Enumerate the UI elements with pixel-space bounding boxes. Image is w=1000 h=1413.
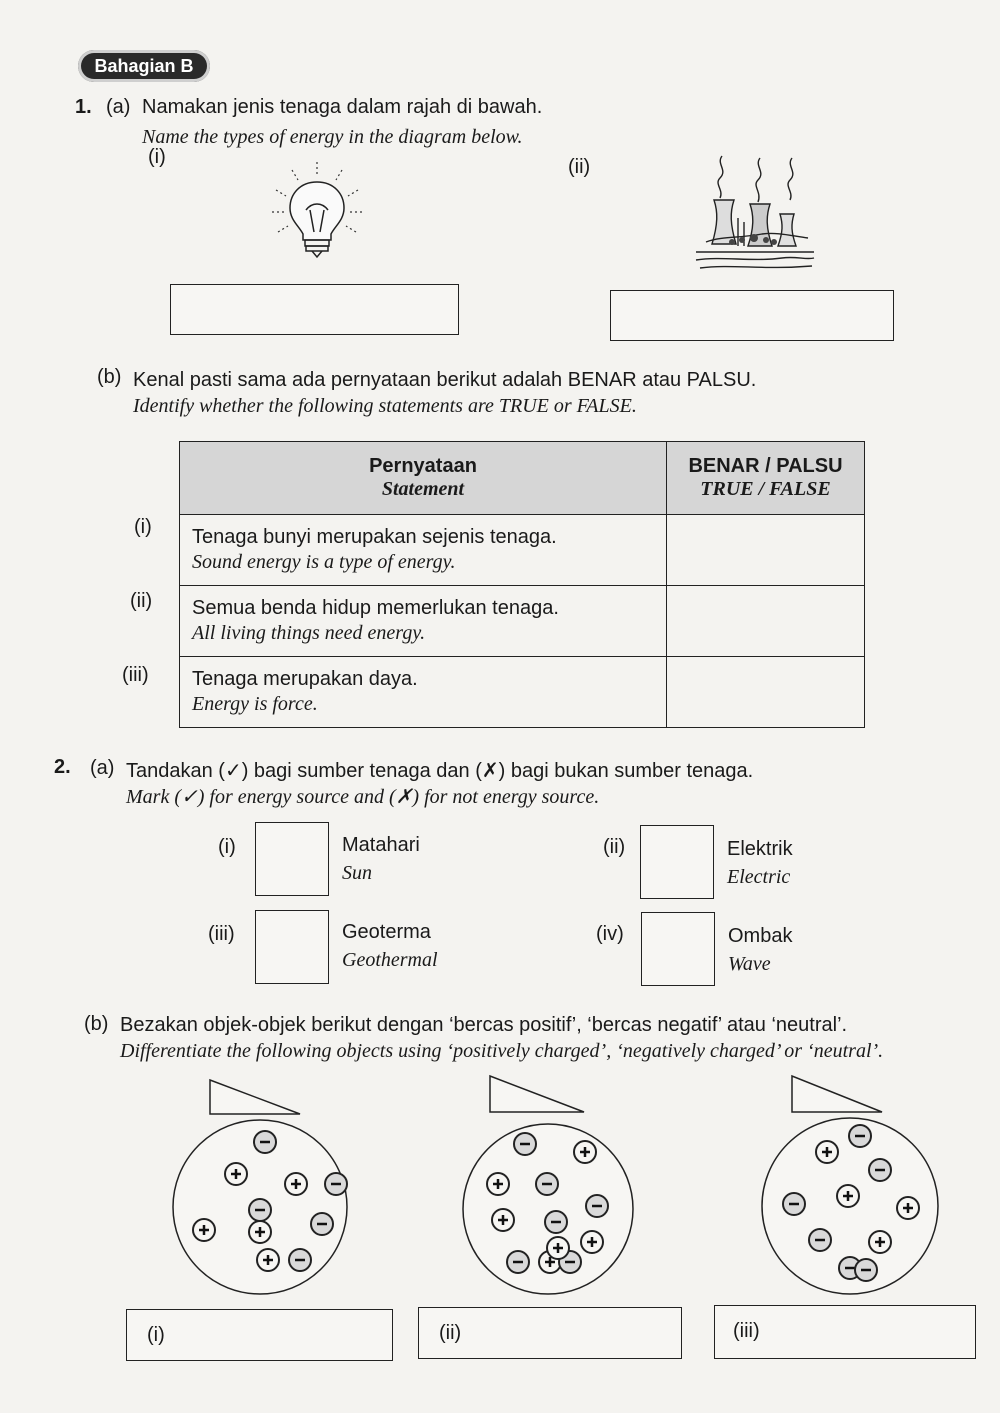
q2a-item-iv-label: (iv) (596, 923, 624, 945)
q1a-answer-box-i[interactable] (170, 284, 459, 335)
q2a-item-ii-ms: Elektrik (727, 838, 793, 860)
negative-charge (325, 1173, 347, 1195)
question-1-number: 1. (75, 96, 92, 118)
positive-charge (837, 1185, 859, 1207)
positive-charge (581, 1231, 603, 1253)
negative-charge (809, 1229, 831, 1251)
positive-charge (816, 1141, 838, 1163)
q2a-item-iii-label: (iii) (208, 923, 235, 945)
q2a-item-iii-ms: Geoterma (342, 921, 431, 943)
positive-charge (249, 1221, 271, 1243)
table-row (180, 657, 865, 728)
statement-cell (180, 515, 667, 586)
q2a-label: (a) (90, 757, 115, 779)
positive-charge (897, 1197, 919, 1219)
negative-charge (849, 1125, 871, 1147)
object-iii (762, 1076, 938, 1294)
negative-charge (507, 1251, 529, 1273)
negative-charge (536, 1173, 558, 1195)
negative-charge (254, 1131, 276, 1153)
q1a-item-i-label: (i) (148, 146, 166, 168)
object-i (173, 1080, 347, 1294)
positive-charge (257, 1249, 279, 1271)
q2a-item-i-en: Sun (342, 862, 372, 884)
table-row (180, 515, 865, 586)
positive-charge (285, 1173, 307, 1195)
object-ii (463, 1076, 633, 1294)
q1a-answer-box-ii[interactable] (610, 290, 894, 341)
q2a-checkbox-iii[interactable] (255, 910, 329, 984)
q1a-text-en: Name the types of energy in the diagram below. (142, 126, 523, 148)
negative-charge (869, 1159, 891, 1181)
negative-charge (289, 1249, 311, 1271)
q2a-checkbox-ii[interactable] (640, 825, 714, 899)
power-plant-icon (692, 152, 818, 280)
statement-header-ms: Pernyataan (369, 455, 477, 477)
negative-charge (514, 1133, 536, 1155)
statement-ms: Tenaga merupakan daya. (192, 668, 418, 690)
positive-charge (547, 1237, 569, 1259)
q2a-checkbox-i[interactable] (255, 822, 329, 896)
answer-header (667, 442, 865, 515)
q2a-text-ms: Tandakan (✓) bagi sumber tenaga dan (✗) bagi bukan sumber tenaga. (126, 760, 754, 782)
positive-charge (574, 1141, 596, 1163)
q2b-answer-label-iii: (iii) (733, 1320, 760, 1342)
q2b-answer-box-ii[interactable] (418, 1307, 682, 1359)
light-bulb-icon (272, 160, 362, 260)
negative-charge (545, 1211, 567, 1233)
answer-cell[interactable] (667, 586, 865, 657)
statement-en: All living things need energy. (192, 622, 426, 644)
q1a-label: (a) (106, 96, 131, 118)
q2a-text-en: Mark (✓) for energy source and (✗) for not energy source. (126, 786, 600, 808)
statement-ms: Semua benda hidup memerlukan tenaga. (192, 597, 559, 619)
negative-charge (249, 1199, 271, 1221)
q2b-label: (b) (84, 1013, 109, 1035)
statement-header (180, 442, 667, 515)
q1b-text-ms: Kenal pasti sama ada pernyataan berikut adalah BENAR atau PALSU. (133, 369, 757, 391)
q1b-label: (b) (97, 366, 122, 388)
negative-charge (783, 1193, 805, 1215)
positive-charge (869, 1231, 891, 1253)
negative-charge (855, 1259, 877, 1281)
answer-header-en: TRUE / FALSE (700, 478, 831, 500)
statement-ms: Tenaga bunyi merupakan sejenis tenaga. (192, 526, 557, 548)
q2b-answer-box-iii[interactable] (714, 1305, 976, 1359)
positive-charge (492, 1209, 514, 1231)
q2b-text-en: Differentiate the following objects using ‘positively charged’, ‘negatively charged’ or ‘neutral’. (120, 1040, 884, 1062)
q2a-checkbox-iv[interactable] (641, 912, 715, 986)
q2b-answer-box-i[interactable] (126, 1309, 393, 1361)
statement-en: Sound energy is a type of energy. (192, 551, 456, 573)
q2a-item-iii-en: Geothermal (342, 949, 438, 971)
positive-charge (193, 1219, 215, 1241)
statement-en: Energy is force. (192, 693, 318, 715)
q2b-text-ms: Bezakan objek-objek berikut dengan ‘bercas positif’, ‘bercas negatif’ atau ‘neutral’. (120, 1014, 848, 1036)
q1b-row-ii-label: (ii) (130, 590, 153, 612)
q1b-row-iii-label: (iii) (122, 664, 149, 686)
q2a-item-iv-en: Wave (728, 953, 771, 975)
negative-charge (586, 1195, 608, 1217)
q1b-row-i-label: (i) (134, 516, 152, 538)
answer-cell[interactable] (667, 515, 865, 586)
q2a-item-ii-en: Electric (727, 866, 791, 888)
statement-cell (180, 657, 667, 728)
positive-charge (225, 1163, 247, 1185)
q2a-item-ii-label: (ii) (603, 836, 626, 858)
negative-charge (311, 1213, 333, 1235)
q1a-text-ms: Namakan jenis tenaga dalam rajah di bawah. (142, 96, 543, 118)
question-2-number: 2. (54, 756, 71, 778)
charged-objects-diagram (160, 1072, 990, 1302)
q2b-answer-label-i: (i) (147, 1324, 165, 1346)
true-false-table (179, 441, 865, 728)
table-header-row (180, 442, 865, 515)
q1b-text-en: Identify whether the following statements are TRUE or FALSE. (133, 395, 637, 417)
q2a-item-i-label: (i) (218, 836, 236, 858)
q2b-answer-label-ii: (ii) (439, 1322, 462, 1344)
answer-header-ms: BENAR / PALSU (688, 455, 843, 477)
q2a-item-iv-ms: Ombak (728, 925, 793, 947)
table-row (180, 586, 865, 657)
statement-header-en: Statement (381, 478, 465, 500)
q1a-item-ii-label: (ii) (568, 156, 591, 178)
statement-cell (180, 586, 667, 657)
answer-cell[interactable] (667, 657, 865, 728)
q2a-item-i-ms: Matahari (342, 834, 420, 856)
positive-charge (487, 1173, 509, 1195)
section-badge: Bahagian B (78, 50, 210, 82)
